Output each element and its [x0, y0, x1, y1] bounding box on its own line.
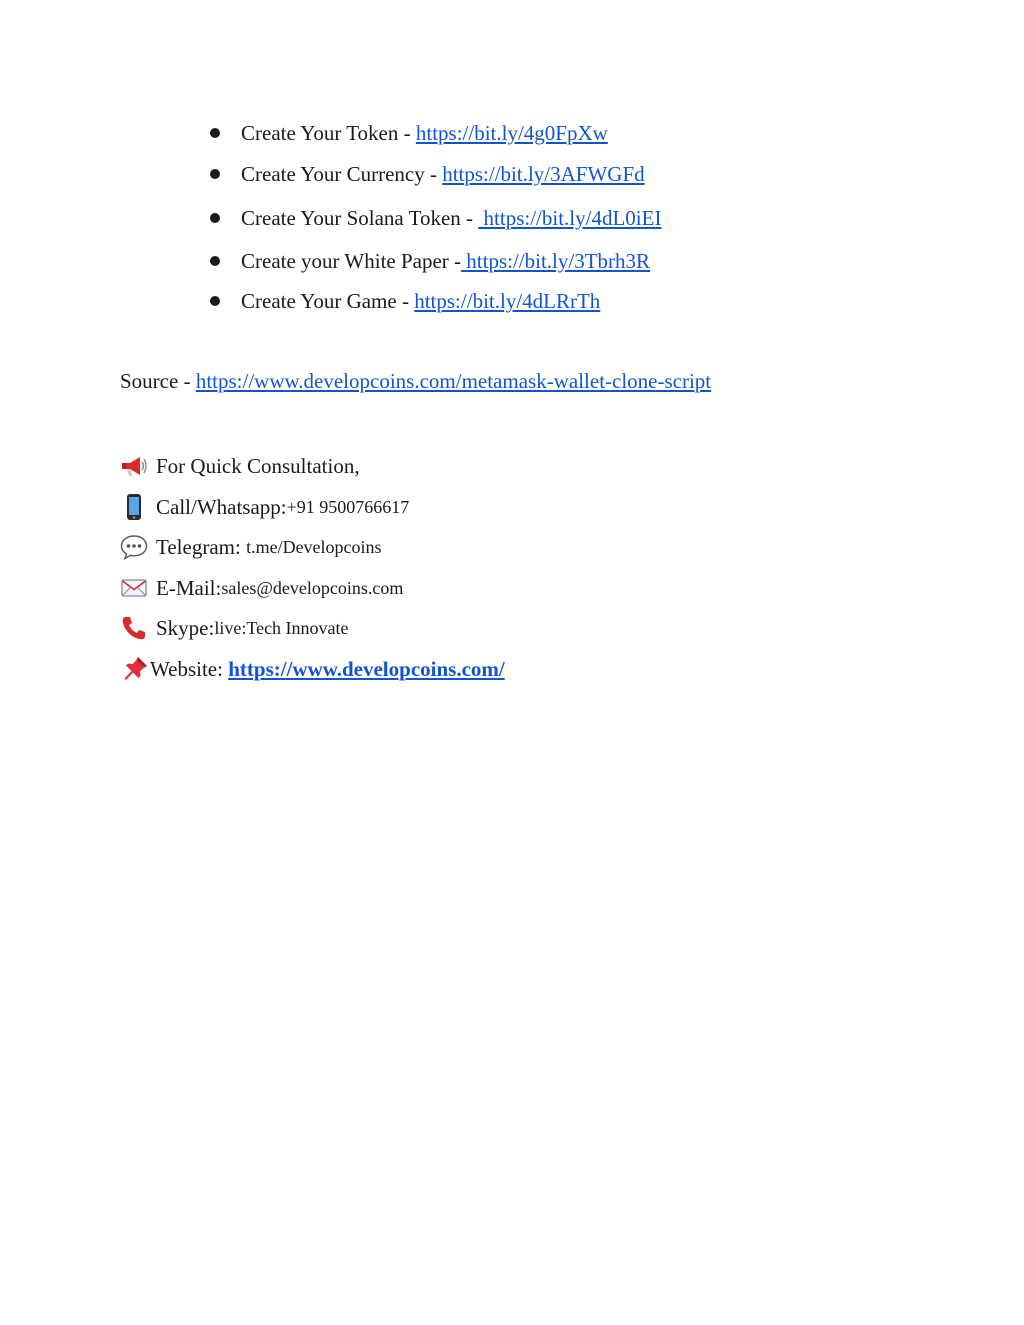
- source-link[interactable]: https://www.developcoins.com/metamask-wallet-clone-script: [195, 369, 712, 393]
- email-icon: [120, 574, 148, 602]
- currency-link[interactable]: https://bit.ly/3AFWGFd: [442, 161, 645, 186]
- list-item-currency: [210, 159, 661, 189]
- consultation-row: [120, 446, 505, 487]
- telephone-icon: [120, 614, 148, 642]
- skype-handle: live:Tech Innovate: [214, 618, 349, 639]
- telegram-handle: t.me/Developcoins: [246, 537, 382, 558]
- mobile-phone-icon: [120, 493, 148, 521]
- megaphone-icon: [120, 452, 148, 480]
- source-label: Source -: [120, 369, 196, 393]
- call-label: Call/Whatsapp:: [156, 494, 287, 519]
- consultation-label: For Quick Consultation,: [156, 454, 360, 479]
- list-item-solana-token: [210, 203, 661, 233]
- source-line: [120, 366, 711, 396]
- token-link[interactable]: https://bit.ly/4g0FpXw: [415, 121, 608, 145]
- list-item-game: [210, 286, 661, 316]
- contact-section: [120, 446, 505, 689]
- website-row: [120, 649, 505, 690]
- bullet-icon: [210, 169, 220, 179]
- create-links-list: [210, 118, 661, 316]
- list-item-label: Create Your Token -: [241, 121, 416, 145]
- call-row: [120, 487, 505, 528]
- list-item-label: Create Your Game -: [241, 289, 415, 313]
- list-item-white-paper: [210, 246, 661, 276]
- bullet-icon: [210, 296, 220, 306]
- telegram-row: [120, 527, 505, 568]
- bullet-icon: [210, 213, 220, 223]
- solana-token-link[interactable]: https://bit.ly/4dL0iEI: [478, 205, 662, 230]
- white-paper-link[interactable]: https://bit.ly/3Tbrh3R: [461, 248, 651, 273]
- email-row: [120, 568, 505, 609]
- list-item-token: [210, 118, 661, 148]
- pushpin-icon: [120, 655, 150, 683]
- game-link[interactable]: https://bit.ly/4dLRrTh: [414, 289, 601, 313]
- email-label: E-Mail:: [156, 575, 222, 600]
- website-label: Website:: [150, 656, 229, 681]
- speech-bubble-icon: [120, 533, 148, 561]
- bullet-icon: [210, 256, 220, 266]
- email-address: sales@developcoins.com: [221, 577, 404, 598]
- skype-label: Skype:: [156, 616, 215, 641]
- website-link[interactable]: https://www.developcoins.com/: [228, 656, 505, 681]
- skype-row: [120, 608, 505, 649]
- list-item-label: Create your White Paper -: [241, 248, 462, 273]
- bullet-icon: [210, 128, 220, 138]
- call-number: +91 9500766617: [286, 496, 410, 517]
- telegram-label: Telegram:: [156, 535, 247, 560]
- list-item-label: Create Your Currency -: [241, 161, 443, 186]
- list-item-label: Create Your Solana Token -: [241, 205, 479, 230]
